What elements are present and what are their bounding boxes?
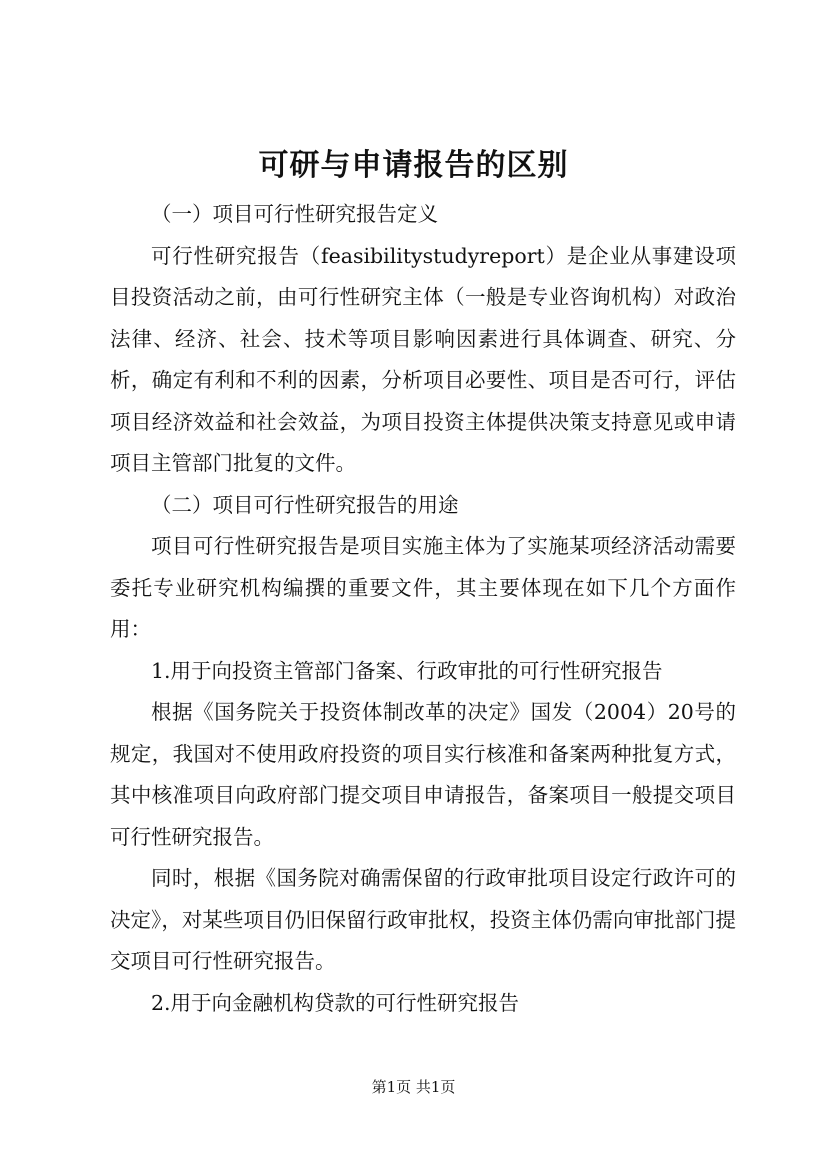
section-heading-usage: （二）项目可行性研究报告的用途 [151,492,459,517]
paragraph-definition: 可行性研究报告（feasibilitystudyreport）是企业从事建设项目投资活动之前，由可行性研究主体（一般是专业咨询机构）对政治法律、经济、社会、技术等项目影响因素进行具体调查、研究、分析，确定有利和不利的因素，分析项目必要性、项目是否可行，评估项目经济效益和社会效益，为项目投资主体提供决策支持意见或申请项目主管部门批复的文件。 [110,243,736,475]
page-number-footer: 第1页 共1页 [371,1078,456,1096]
document-title: 可研与申请报告的区别 [258,148,569,183]
paragraph-investment-reform: 根据《国务院关于投资体制改革的决定》国发（2004）20号的规定，我国对不使用政府投资的项目实行核准和备案两种批复方式，其中核准项目向政府部门提交项目申请报告，备案项目一般提交项目可行性研究报告。 [110,700,736,849]
paragraph-administrative-approval: 同时，根据《国务院对确需保留的行政审批项目设定行政许可的决定》，对某些项目仍旧保留行政审批权，投资主体仍需向审批部门提交项目可行性研究报告。 [110,866,736,973]
subheading-bank-loan: 2.用于向金融机构贷款的可行性研究报告 [151,990,520,1015]
section-heading-definition: （一）项目可行性研究报告定义 [151,202,438,226]
subheading-filing-approval: 1.用于向投资主管部门备案、行政审批的可行性研究报告 [151,658,663,683]
paragraph-usage-intro: 项目可行性研究报告是项目实施主体为了实施某项经济活动需要委托专业研究机构编撰的重要文件，其主要体现在如下几个方面作用： [110,534,736,641]
document-body [110,194,736,1024]
